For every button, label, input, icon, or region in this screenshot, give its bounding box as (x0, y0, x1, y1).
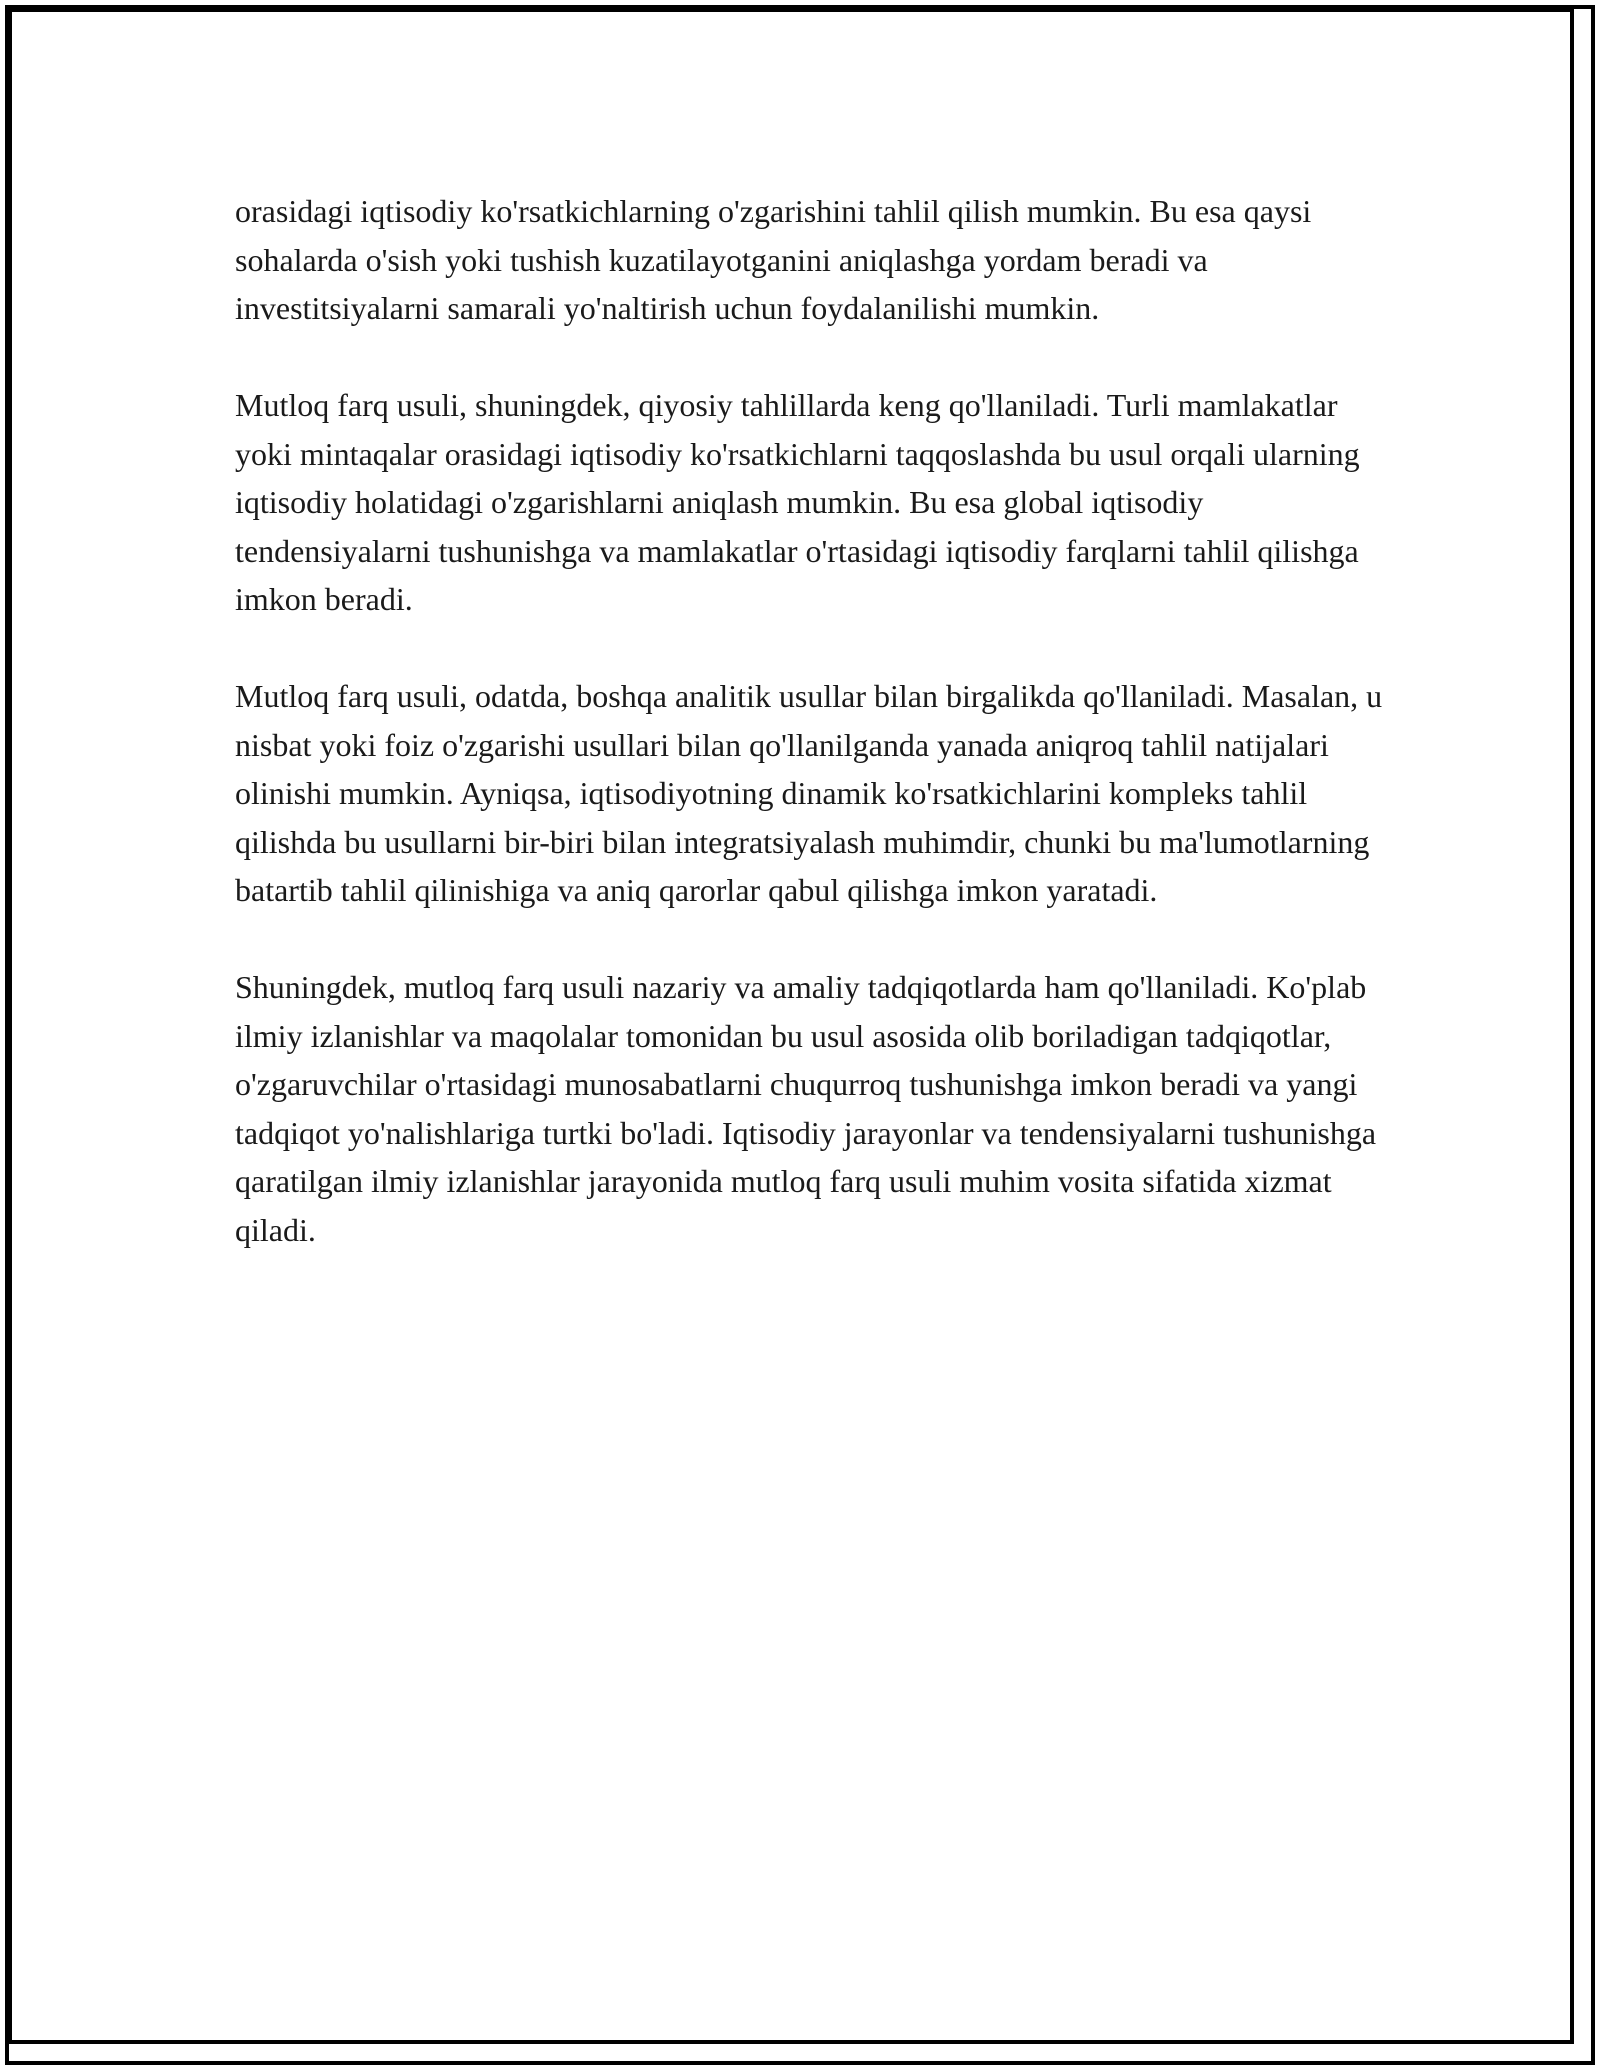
paragraph-2: Mutloq farq usuli, shuningdek, qiyosiy tahlillarda keng qo'llaniladi. Turli mamlakatlar yoki mintaqalar orasidagi iqtisodiy ko'rsatkichlarni taqqoslashda bu usul orqali ularning iqtisodiy holatidagi o'zgarishlarni aniqlash mumkin. Bu esa global iqtisodiy tendensiyalarni tushunishga va mamlakatlar o'rtasidagi iqtisodiy farqlarni tahlil qilishga imkon beradi. (235, 387, 1360, 617)
paragraph-3: Mutloq farq usuli, odatda, boshqa analitik usullar bilan birgalikda qo'llaniladi. Masalan, u nisbat yoki foiz o'zgarishi usullari bilan qo'llanilganda yanada aniqroq tahlil natijalari olinishi mumkin. Ayniqsa, iqtisodiyotning dinamik ko'rsatkichlarini kompleks tahlil qilishda bu usullarni bir-biri bilan integratsiyalash muhimdir, chunki bu ma'lumotlarning batartib tahlil qilinishiga va aniq qarorlar qabul qilishga imkon yaratadi. (235, 678, 1383, 908)
document-body (235, 187, 1385, 1254)
paragraph-1: orasidagi iqtisodiy ko'rsatkichlarning o'zgarishini tahlil qilish mumkin. Bu esa qaysi sohalarda o'sish yoki tushish kuzatilayotganini aniqlashga yordam beradi va investitsiyalarni samarali yo'naltirish uchun foydalanilishi mumkin. (235, 193, 1312, 326)
paragraph-4: Shuningdek, mutloq farq usuli nazariy va amaliy tadqiqotlarda ham qo'llaniladi. Ko'plab ilmiy izlanishlar va maqolalar tomonidan bu usul asosida olib boriladigan tadqiqotlar, o'zgaruvchilar o'rtasidagi munosabatlarni chuqurroq tushunishga imkon beradi va yangi tadqiqot yo'nalishlariga turtki bo'ladi. Iqtisodiy jarayonlar va tendensiyalarni tushunishga qaratilgan ilmiy izlanishlar jarayonida mutloq farq usuli muhim vosita sifatida xizmat qiladi. (235, 969, 1377, 1248)
